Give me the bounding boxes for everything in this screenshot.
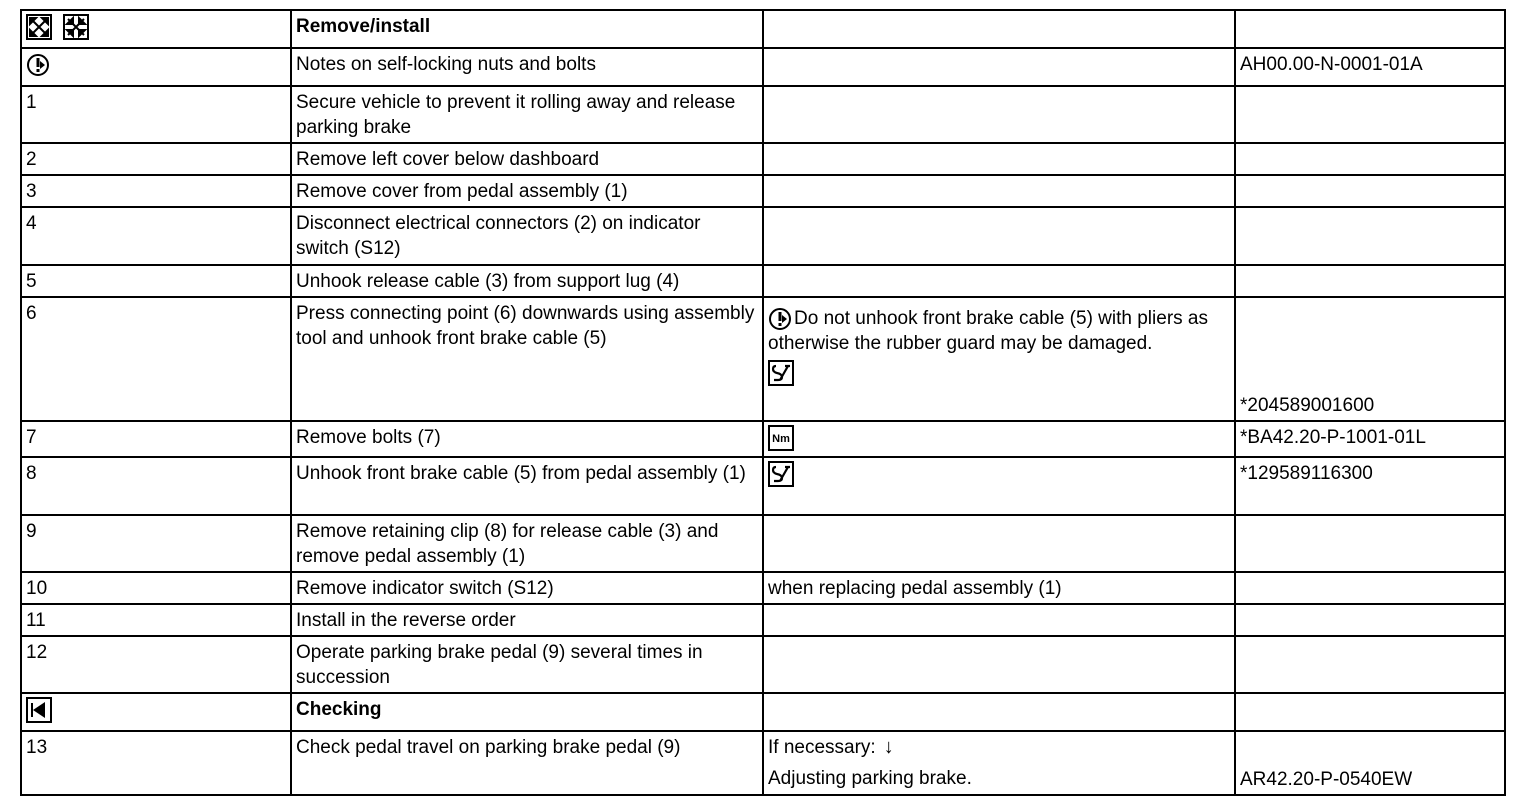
step-row [21,207,1505,265]
reference-link[interactable]: AH00.00-N-0001-01A [1235,48,1505,86]
adjust-link-text: Adjusting parking brake. [768,768,972,789]
step-text: Unhook front brake cable (5) from pedal assembly (1) [291,457,763,515]
step-text: Remove indicator switch (S12) [291,572,763,604]
empty-cell [763,48,1235,86]
svg-text:Nm: Nm [772,433,790,445]
step-note [763,731,1235,795]
step-number: 8 [21,457,291,515]
special-tool-icon [768,461,794,487]
step-number: 2 [21,143,291,175]
step-text: Check pedal travel on parking brake pedal (9) [291,731,763,795]
note-line: If necessary: [768,737,876,758]
step-number: 11 [21,604,291,636]
note-text: Do not unhook front brake cable (5) with pliers as otherwise the rubber guard may be damaged. [768,308,1208,354]
step-row [21,421,1505,457]
step-row [21,636,1505,693]
step-text: Remove left cover below dashboard [291,143,763,175]
reference-link[interactable]: AR42.20-P-0540EW [1235,731,1505,795]
step-row [21,175,1505,207]
reference-link[interactable]: *204589001600 [1235,297,1505,421]
step-note [763,297,1235,421]
notes-text: Notes on self-locking nuts and bolts [291,48,763,86]
step-text: Unhook release cable (3) from support lug (4) [291,265,763,297]
step-text: Remove retaining clip (8) for release cable (3) and remove pedal assembly (1) [291,515,763,572]
caution-notice-icon [26,53,50,77]
step-row [21,265,1505,297]
collapse-icon[interactable] [63,14,89,40]
step-row [21,604,1505,636]
notes-row [21,48,1505,86]
expand-icon[interactable] [26,14,52,40]
step-text: Press connecting point (6) downwards using assembly tool and unhook front brake cable (5) [291,297,763,421]
step-note: when replacing pedal assembly (1) [763,572,1235,604]
step-text: Remove bolts (7) [291,421,763,457]
step-number: 7 [21,421,291,457]
step-row [21,457,1505,515]
step-text: Operate parking brake pedal (9) several times in succession [291,636,763,693]
step-row [21,297,1505,421]
arrow-down-icon: ↓ [883,736,894,758]
empty-cell [1235,10,1505,48]
check-test-icon [26,697,52,723]
step-number: 9 [21,515,291,572]
torque-nm-icon [768,425,794,451]
step-row [21,572,1505,604]
step-number: 12 [21,636,291,693]
step-number: 1 [21,86,291,143]
step-row [21,731,1505,795]
step-number: 6 [21,297,291,421]
header-row [21,10,1505,48]
header-icons-cell [21,10,291,48]
step-row [21,143,1505,175]
checking-title: Checking [291,693,763,731]
step-number: 3 [21,175,291,207]
reference-link[interactable]: *BA42.20-P-1001-01L [1235,421,1505,457]
step-text: Disconnect electrical connectors (2) on indicator switch (S12) [291,207,763,265]
empty-cell [763,10,1235,48]
checking-row [21,693,1505,731]
procedure-table [20,9,1506,796]
step-number: 5 [21,265,291,297]
special-tool-icon [768,360,794,386]
step-row [21,86,1505,143]
step-number: 4 [21,207,291,265]
reference-link[interactable]: *129589116300 [1235,457,1505,515]
step-text: Remove cover from pedal assembly (1) [291,175,763,207]
caution-notice-icon [768,307,792,331]
step-text: Install in the reverse order [291,604,763,636]
step-row [21,515,1505,572]
step-text: Secure vehicle to prevent it rolling away and release parking brake [291,86,763,143]
step-number: 13 [21,731,291,795]
step-number: 10 [21,572,291,604]
section-title: Remove/install [291,10,763,48]
